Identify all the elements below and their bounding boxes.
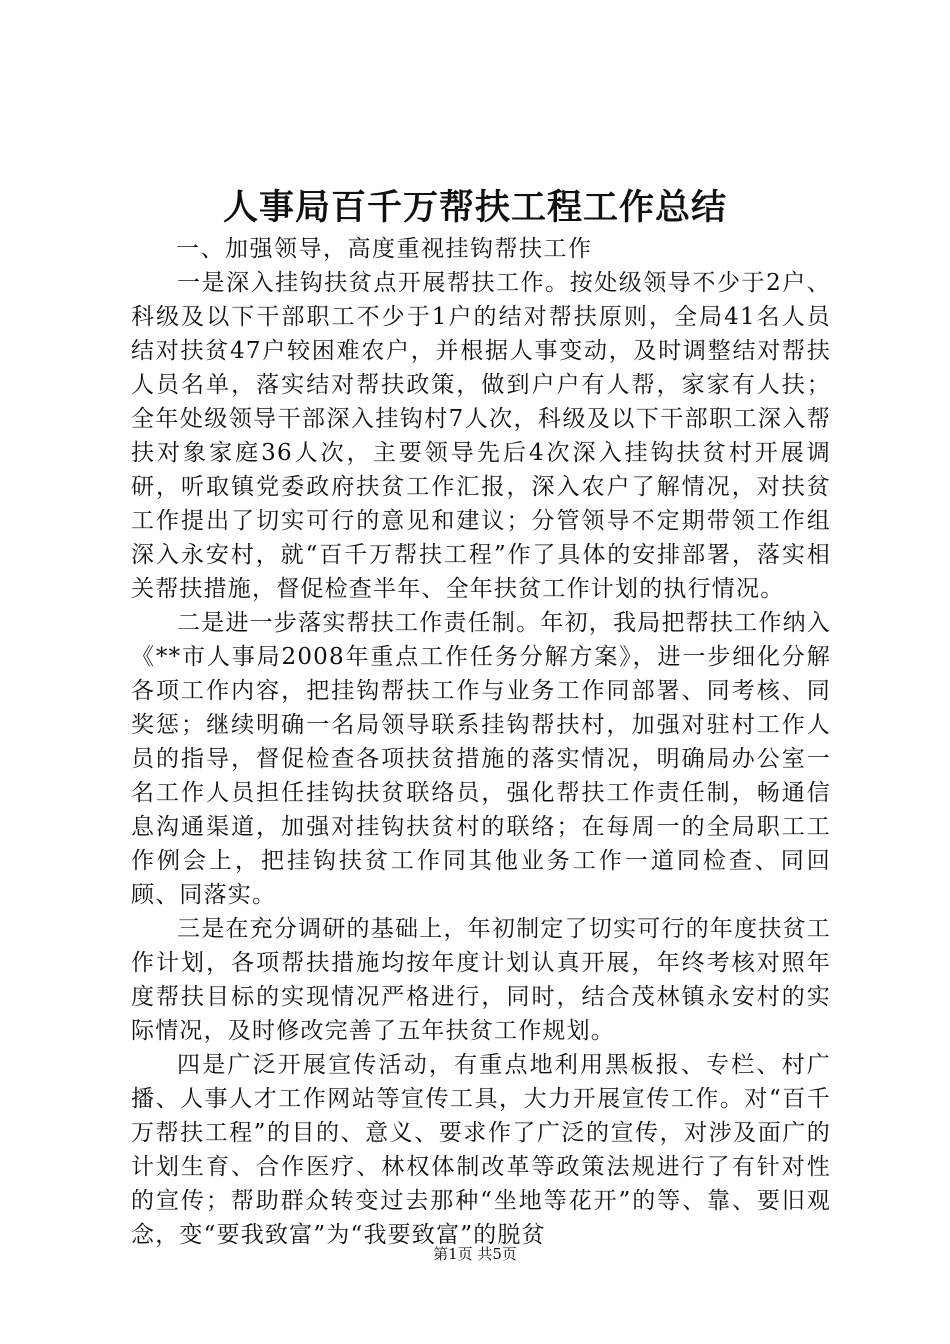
document-title: 人事局百千万帮扶工程工作总结 <box>222 187 727 228</box>
page-footer: 第1页 共5页 <box>433 1245 517 1263</box>
section-heading: 一、加强领导，高度重视挂钩帮扶工作 <box>176 236 593 262</box>
paragraph: 二是进一步落实帮扶工作责任制。年初，我局把帮扶工作纳入《**市人事局2008年重点工作任务分解方案》，进一步细化分解各项工作内容，把挂钩帮扶工作与业务工作同部署、同考核、同奖惩；继续明确一名局领导联系挂钩帮扶村，加强对驻村工作人员的指导，督促检查各项扶贫措施的落实情况，明确局办公室一名工作人员担任挂钩扶贫联络员，强化帮扶工作责任制，畅通信息沟通渠道，加强对挂钩扶贫村的联络；在每周一的全局职工工作例会上，把挂钩扶贫工作同其他业务工作一道同检查、同回顾、同落实。 <box>131 610 831 908</box>
paragraph: 一是深入挂钩扶贫点开展帮扶工作。按处级领导不少于2户、科级及以下干部职工不少于1户的结对帮扶原则，全局41名人员结对扶贫47户较困难农户，并根据人事变动，及时调整结对帮扶人员名单，落实结对帮扶政策，做到户户有人帮，家家有人扶；全年处级领导干部深入挂钩村7人次，科级及以下干部职工深入帮扶对象家庭36人次，主要领导先后4次深入挂钩扶贫村开展调研，听取镇党委政府扶贫工作汇报，深入农户了解情况，对扶贫工作提出了切实可行的意见和建议；分管领导不定期带领工作组深入永安村，就“百千万帮扶工程”作了具体的安排部署，落实相关帮扶措施，督促检查半年、全年扶贫工作计划的执行情况。 <box>131 270 831 602</box>
paragraph: 四是广泛开展宣传活动，有重点地利用黑板报、专栏、村广播、人事人才工作网站等宣传工具，大力开展宣传工作。对“百千万帮扶工程”的目的、意义、要求作了广泛的宣传，对涉及面广的计划生育、合作医疗、林权体制改革等政策法规进行了有针对性的宣传；帮助群众转变过去那种“坐地等花开”的等、靠、要旧观念，变“要我致富”为“我要致富”的脱贫 <box>131 1052 831 1248</box>
paragraph: 三是在充分调研的基础上，年初制定了切实可行的年度扶贫工作计划，各项帮扶措施均按年度计划认真开展，年终考核对照年度帮扶目标的实现情况严格进行，同时，结合茂林镇永安村的实际情况，及时修改完善了五年扶贫工作规划。 <box>131 916 831 1044</box>
document-body <box>131 232 831 1252</box>
